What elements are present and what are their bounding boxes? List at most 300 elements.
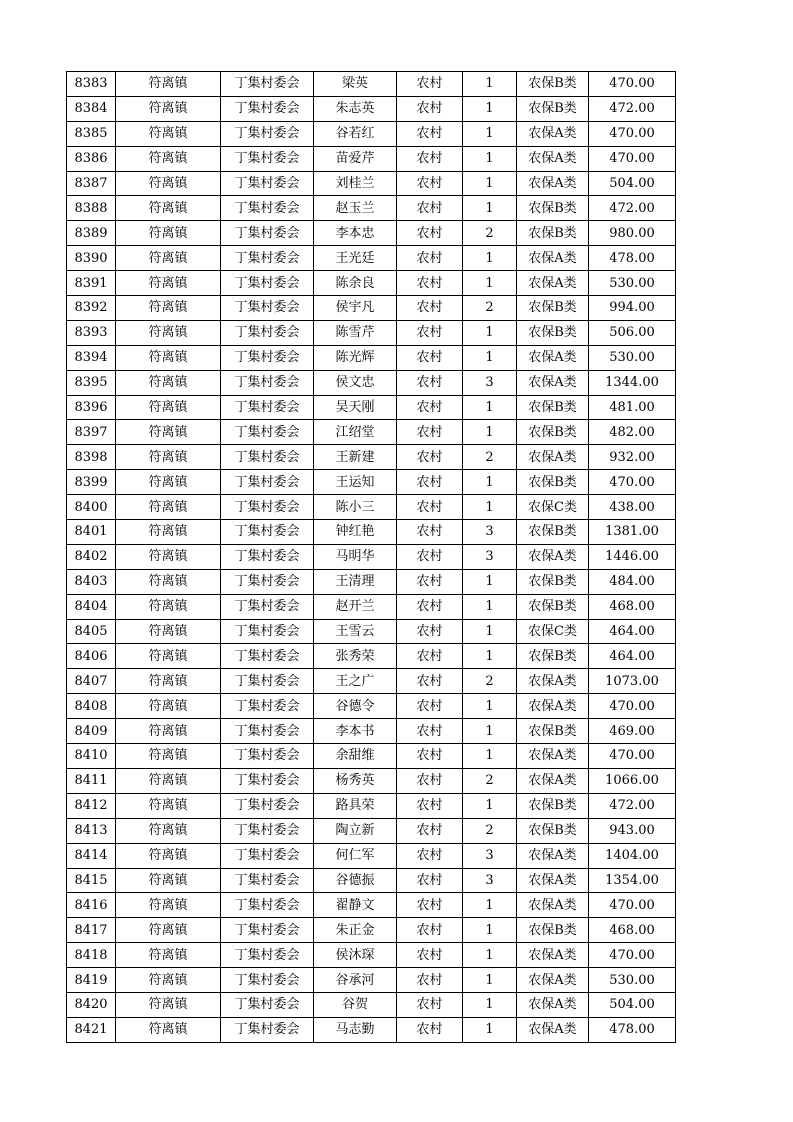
table-row	[67, 793, 676, 818]
cell-area-type: 农村	[397, 793, 463, 818]
cell-area-type: 农村	[397, 171, 463, 196]
table-row	[67, 171, 676, 196]
cell-person-name: 王光廷	[314, 246, 397, 271]
cell-person-name: 翟静文	[314, 893, 397, 918]
cell-amount: 504.00	[589, 171, 676, 196]
cell-area-type: 农村	[397, 395, 463, 420]
cell-household-size: 1	[463, 395, 517, 420]
cell-town: 符离镇	[116, 72, 221, 97]
cell-town: 符离镇	[116, 843, 221, 868]
cell-area-type: 农村	[397, 619, 463, 644]
cell-row-number: 8400	[67, 495, 116, 520]
cell-village-committee: 丁集村委会	[221, 520, 314, 545]
cell-area-type: 农村	[397, 644, 463, 669]
cell-household-size: 3	[463, 843, 517, 868]
cell-person-name: 侯沐琛	[314, 943, 397, 968]
cell-person-name: 陈雪芹	[314, 320, 397, 345]
cell-amount: 980.00	[589, 221, 676, 246]
cell-village-committee: 丁集村委会	[221, 968, 314, 993]
cell-town: 符离镇	[116, 221, 221, 246]
cell-village-committee: 丁集村委会	[221, 495, 314, 520]
cell-household-size: 1	[463, 744, 517, 769]
cell-person-name: 苗爱芹	[314, 146, 397, 171]
cell-area-type: 农村	[397, 271, 463, 296]
cell-village-committee: 丁集村委会	[221, 918, 314, 943]
cell-row-number: 8410	[67, 744, 116, 769]
cell-household-size: 1	[463, 1017, 517, 1042]
table-row	[67, 669, 676, 694]
cell-village-committee: 丁集村委会	[221, 943, 314, 968]
cell-village-committee: 丁集村委会	[221, 370, 314, 395]
cell-household-size: 1	[463, 320, 517, 345]
cell-household-size: 1	[463, 72, 517, 97]
cell-household-size: 1	[463, 420, 517, 445]
cell-area-type: 农村	[397, 669, 463, 694]
cell-person-name: 谷德令	[314, 694, 397, 719]
cell-household-size: 2	[463, 221, 517, 246]
cell-row-number: 8398	[67, 445, 116, 470]
table-row	[67, 768, 676, 793]
table-row	[67, 271, 676, 296]
cell-amount: 470.00	[589, 943, 676, 968]
cell-amount: 470.00	[589, 470, 676, 495]
cell-person-name: 余甜维	[314, 744, 397, 769]
cell-household-size: 1	[463, 644, 517, 669]
cell-household-size: 3	[463, 544, 517, 569]
cell-household-size: 1	[463, 345, 517, 370]
cell-town: 符离镇	[116, 893, 221, 918]
cell-town: 符离镇	[116, 694, 221, 719]
cell-person-name: 王雪云	[314, 619, 397, 644]
cell-household-size: 1	[463, 495, 517, 520]
cell-amount: 1381.00	[589, 520, 676, 545]
cell-row-number: 8420	[67, 992, 116, 1017]
cell-row-number: 8390	[67, 246, 116, 271]
cell-person-name: 江绍堂	[314, 420, 397, 445]
cell-insurance-category: 农保A类	[517, 768, 589, 793]
cell-amount: 932.00	[589, 445, 676, 470]
table-row	[67, 544, 676, 569]
cell-insurance-category: 农保A类	[517, 146, 589, 171]
cell-area-type: 农村	[397, 96, 463, 121]
cell-village-committee: 丁集村委会	[221, 893, 314, 918]
table-row	[67, 72, 676, 97]
cell-insurance-category: 农保B类	[517, 470, 589, 495]
cell-household-size: 1	[463, 196, 517, 221]
cell-insurance-category: 农保A类	[517, 345, 589, 370]
cell-town: 符离镇	[116, 271, 221, 296]
cell-insurance-category: 农保B类	[517, 644, 589, 669]
cell-village-committee: 丁集村委会	[221, 345, 314, 370]
cell-row-number: 8386	[67, 146, 116, 171]
table-row	[67, 445, 676, 470]
cell-row-number: 8388	[67, 196, 116, 221]
cell-insurance-category: 农保B类	[517, 72, 589, 97]
cell-area-type: 农村	[397, 146, 463, 171]
cell-insurance-category: 农保B类	[517, 520, 589, 545]
cell-village-committee: 丁集村委会	[221, 992, 314, 1017]
cell-insurance-category: 农保A类	[517, 744, 589, 769]
cell-amount: 470.00	[589, 121, 676, 146]
cell-insurance-category: 农保B类	[517, 395, 589, 420]
cell-household-size: 2	[463, 768, 517, 793]
cell-insurance-category: 农保B类	[517, 719, 589, 744]
cell-town: 符离镇	[116, 520, 221, 545]
cell-row-number: 8402	[67, 544, 116, 569]
table-row	[67, 843, 676, 868]
cell-area-type: 农村	[397, 296, 463, 321]
cell-town: 符离镇	[116, 395, 221, 420]
cell-amount: 1404.00	[589, 843, 676, 868]
cell-area-type: 农村	[397, 246, 463, 271]
cell-household-size: 1	[463, 96, 517, 121]
cell-household-size: 1	[463, 943, 517, 968]
cell-person-name: 朱正金	[314, 918, 397, 943]
cell-row-number: 8392	[67, 296, 116, 321]
cell-amount: 464.00	[589, 619, 676, 644]
cell-person-name: 吴天刚	[314, 395, 397, 420]
cell-village-committee: 丁集村委会	[221, 768, 314, 793]
cell-amount: 484.00	[589, 569, 676, 594]
cell-amount: 470.00	[589, 694, 676, 719]
cell-village-committee: 丁集村委会	[221, 320, 314, 345]
table-row	[67, 470, 676, 495]
cell-village-committee: 丁集村委会	[221, 72, 314, 97]
cell-town: 符离镇	[116, 992, 221, 1017]
cell-village-committee: 丁集村委会	[221, 843, 314, 868]
cell-area-type: 农村	[397, 868, 463, 893]
cell-person-name: 王之广	[314, 669, 397, 694]
cell-person-name: 李本书	[314, 719, 397, 744]
table-row	[67, 943, 676, 968]
cell-household-size: 1	[463, 246, 517, 271]
cell-row-number: 8405	[67, 619, 116, 644]
cell-town: 符离镇	[116, 818, 221, 843]
cell-village-committee: 丁集村委会	[221, 470, 314, 495]
cell-village-committee: 丁集村委会	[221, 868, 314, 893]
cell-town: 符离镇	[116, 719, 221, 744]
cell-amount: 438.00	[589, 495, 676, 520]
cell-village-committee: 丁集村委会	[221, 793, 314, 818]
cell-village-committee: 丁集村委会	[221, 594, 314, 619]
cell-household-size: 1	[463, 569, 517, 594]
cell-insurance-category: 农保B类	[517, 96, 589, 121]
cell-person-name: 侯文忠	[314, 370, 397, 395]
cell-person-name: 王运知	[314, 470, 397, 495]
cell-town: 符离镇	[116, 196, 221, 221]
cell-village-committee: 丁集村委会	[221, 569, 314, 594]
cell-row-number: 8393	[67, 320, 116, 345]
cell-village-committee: 丁集村委会	[221, 196, 314, 221]
table-row	[67, 719, 676, 744]
table-row	[67, 744, 676, 769]
cell-area-type: 农村	[397, 918, 463, 943]
cell-town: 符离镇	[116, 246, 221, 271]
cell-town: 符离镇	[116, 420, 221, 445]
cell-insurance-category: 农保B类	[517, 221, 589, 246]
cell-insurance-category: 农保A类	[517, 1017, 589, 1042]
cell-row-number: 8404	[67, 594, 116, 619]
cell-amount: 1066.00	[589, 768, 676, 793]
cell-area-type: 农村	[397, 843, 463, 868]
cell-amount: 470.00	[589, 146, 676, 171]
cell-person-name: 赵玉兰	[314, 196, 397, 221]
cell-town: 符离镇	[116, 1017, 221, 1042]
cell-town: 符离镇	[116, 744, 221, 769]
cell-person-name: 杨秀英	[314, 768, 397, 793]
cell-area-type: 农村	[397, 345, 463, 370]
cell-amount: 468.00	[589, 918, 676, 943]
cell-insurance-category: 农保A类	[517, 445, 589, 470]
cell-village-committee: 丁集村委会	[221, 445, 314, 470]
cell-household-size: 2	[463, 445, 517, 470]
cell-area-type: 农村	[397, 196, 463, 221]
cell-person-name: 张秀荣	[314, 644, 397, 669]
cell-person-name: 谷若红	[314, 121, 397, 146]
cell-row-number: 8412	[67, 793, 116, 818]
cell-amount: 530.00	[589, 345, 676, 370]
cell-insurance-category: 农保B类	[517, 196, 589, 221]
table-row	[67, 644, 676, 669]
cell-household-size: 3	[463, 520, 517, 545]
cell-person-name: 马志勤	[314, 1017, 397, 1042]
table-row	[67, 121, 676, 146]
cell-area-type: 农村	[397, 992, 463, 1017]
table-row	[67, 1017, 676, 1042]
table-row	[67, 694, 676, 719]
cell-row-number: 8415	[67, 868, 116, 893]
cell-amount: 530.00	[589, 271, 676, 296]
cell-insurance-category: 农保B类	[517, 818, 589, 843]
table-row	[67, 420, 676, 445]
cell-row-number: 8387	[67, 171, 116, 196]
cell-town: 符离镇	[116, 171, 221, 196]
table-row	[67, 893, 676, 918]
cell-household-size: 2	[463, 669, 517, 694]
table-row	[67, 569, 676, 594]
cell-insurance-category: 农保A类	[517, 694, 589, 719]
cell-insurance-category: 农保B类	[517, 569, 589, 594]
cell-person-name: 钟红艳	[314, 520, 397, 545]
table-row	[67, 520, 676, 545]
cell-row-number: 8385	[67, 121, 116, 146]
cell-town: 符离镇	[116, 644, 221, 669]
table-row	[67, 818, 676, 843]
cell-village-committee: 丁集村委会	[221, 246, 314, 271]
cell-insurance-category: 农保A类	[517, 271, 589, 296]
cell-household-size: 1	[463, 992, 517, 1017]
cell-household-size: 3	[463, 868, 517, 893]
cell-row-number: 8407	[67, 669, 116, 694]
cell-insurance-category: 农保B类	[517, 296, 589, 321]
cell-insurance-category: 农保C类	[517, 619, 589, 644]
cell-row-number: 8394	[67, 345, 116, 370]
cell-amount: 478.00	[589, 1017, 676, 1042]
cell-area-type: 农村	[397, 72, 463, 97]
cell-area-type: 农村	[397, 893, 463, 918]
cell-insurance-category: 农保A类	[517, 121, 589, 146]
cell-town: 符离镇	[116, 968, 221, 993]
cell-town: 符离镇	[116, 768, 221, 793]
cell-town: 符离镇	[116, 495, 221, 520]
cell-row-number: 8396	[67, 395, 116, 420]
cell-person-name: 朱志英	[314, 96, 397, 121]
cell-person-name: 谷德振	[314, 868, 397, 893]
cell-row-number: 8413	[67, 818, 116, 843]
cell-village-committee: 丁集村委会	[221, 644, 314, 669]
cell-row-number: 8389	[67, 221, 116, 246]
cell-person-name: 王清理	[314, 569, 397, 594]
cell-town: 符离镇	[116, 296, 221, 321]
cell-village-committee: 丁集村委会	[221, 744, 314, 769]
cell-row-number: 8401	[67, 520, 116, 545]
cell-area-type: 农村	[397, 445, 463, 470]
cell-area-type: 农村	[397, 943, 463, 968]
cell-area-type: 农村	[397, 520, 463, 545]
cell-town: 符离镇	[116, 669, 221, 694]
cell-village-committee: 丁集村委会	[221, 121, 314, 146]
table-row	[67, 868, 676, 893]
cell-person-name: 赵开兰	[314, 594, 397, 619]
cell-row-number: 8416	[67, 893, 116, 918]
cell-village-committee: 丁集村委会	[221, 146, 314, 171]
cell-person-name: 李本忠	[314, 221, 397, 246]
cell-amount: 481.00	[589, 395, 676, 420]
cell-person-name: 陈小三	[314, 495, 397, 520]
cell-area-type: 农村	[397, 719, 463, 744]
cell-row-number: 8384	[67, 96, 116, 121]
cell-household-size: 2	[463, 296, 517, 321]
cell-insurance-category: 农保A类	[517, 992, 589, 1017]
table-row	[67, 918, 676, 943]
cell-town: 符离镇	[116, 619, 221, 644]
table-row	[67, 96, 676, 121]
cell-village-committee: 丁集村委会	[221, 544, 314, 569]
cell-village-committee: 丁集村委会	[221, 395, 314, 420]
cell-person-name: 谷承河	[314, 968, 397, 993]
table-row	[67, 594, 676, 619]
table-row	[67, 320, 676, 345]
table-row	[67, 370, 676, 395]
cell-town: 符离镇	[116, 918, 221, 943]
cell-person-name: 谷贺	[314, 992, 397, 1017]
cell-village-committee: 丁集村委会	[221, 818, 314, 843]
cell-insurance-category: 农保B类	[517, 793, 589, 818]
table-row	[67, 345, 676, 370]
cell-insurance-category: 农保A类	[517, 843, 589, 868]
cell-area-type: 农村	[397, 221, 463, 246]
table-row	[67, 221, 676, 246]
cell-town: 符离镇	[116, 320, 221, 345]
cell-row-number: 8418	[67, 943, 116, 968]
cell-area-type: 农村	[397, 495, 463, 520]
cell-row-number: 8383	[67, 72, 116, 97]
cell-area-type: 农村	[397, 420, 463, 445]
cell-village-committee: 丁集村委会	[221, 420, 314, 445]
table-row	[67, 968, 676, 993]
cell-row-number: 8406	[67, 644, 116, 669]
table-row	[67, 395, 676, 420]
cell-amount: 472.00	[589, 196, 676, 221]
cell-row-number: 8397	[67, 420, 116, 445]
cell-household-size: 1	[463, 694, 517, 719]
cell-row-number: 8409	[67, 719, 116, 744]
cell-person-name: 陈光辉	[314, 345, 397, 370]
cell-amount: 506.00	[589, 320, 676, 345]
cell-area-type: 农村	[397, 768, 463, 793]
cell-town: 符离镇	[116, 146, 221, 171]
cell-insurance-category: 农保B类	[517, 918, 589, 943]
cell-row-number: 8419	[67, 968, 116, 993]
table-row	[67, 495, 676, 520]
table-row	[67, 246, 676, 271]
cell-person-name: 侯宇凡	[314, 296, 397, 321]
cell-amount: 472.00	[589, 96, 676, 121]
cell-insurance-category: 农保A类	[517, 370, 589, 395]
cell-village-committee: 丁集村委会	[221, 271, 314, 296]
cell-insurance-category: 农保B类	[517, 594, 589, 619]
cell-town: 符离镇	[116, 594, 221, 619]
cell-insurance-category: 农保A类	[517, 943, 589, 968]
cell-household-size: 1	[463, 470, 517, 495]
table-row	[67, 992, 676, 1017]
cell-insurance-category: 农保A类	[517, 669, 589, 694]
table-row	[67, 296, 676, 321]
cell-insurance-category: 农保B类	[517, 320, 589, 345]
cell-household-size: 1	[463, 171, 517, 196]
cell-person-name: 路具荣	[314, 793, 397, 818]
cell-amount: 1354.00	[589, 868, 676, 893]
cell-amount: 470.00	[589, 744, 676, 769]
cell-town: 符离镇	[116, 793, 221, 818]
cell-amount: 504.00	[589, 992, 676, 1017]
table-row	[67, 146, 676, 171]
cell-town: 符离镇	[116, 470, 221, 495]
cell-amount: 472.00	[589, 793, 676, 818]
cell-household-size: 2	[463, 818, 517, 843]
cell-household-size: 1	[463, 893, 517, 918]
cell-area-type: 农村	[397, 544, 463, 569]
cell-area-type: 农村	[397, 594, 463, 619]
cell-village-committee: 丁集村委会	[221, 1017, 314, 1042]
cell-person-name: 陈余良	[314, 271, 397, 296]
table-row	[67, 619, 676, 644]
cell-amount: 464.00	[589, 644, 676, 669]
cell-household-size: 1	[463, 793, 517, 818]
cell-row-number: 8403	[67, 569, 116, 594]
table-row	[67, 196, 676, 221]
cell-area-type: 农村	[397, 744, 463, 769]
cell-area-type: 农村	[397, 370, 463, 395]
cell-person-name: 马明华	[314, 544, 397, 569]
cell-person-name: 王新建	[314, 445, 397, 470]
cell-person-name: 梁英	[314, 72, 397, 97]
cell-area-type: 农村	[397, 694, 463, 719]
cell-amount: 943.00	[589, 818, 676, 843]
cell-row-number: 8417	[67, 918, 116, 943]
cell-town: 符离镇	[116, 96, 221, 121]
cell-area-type: 农村	[397, 569, 463, 594]
cell-household-size: 1	[463, 918, 517, 943]
cell-area-type: 农村	[397, 1017, 463, 1042]
cell-household-size: 1	[463, 121, 517, 146]
cell-town: 符离镇	[116, 345, 221, 370]
cell-row-number: 8399	[67, 470, 116, 495]
cell-amount: 468.00	[589, 594, 676, 619]
cell-insurance-category: 农保A类	[517, 246, 589, 271]
cell-village-committee: 丁集村委会	[221, 669, 314, 694]
cell-row-number: 8391	[67, 271, 116, 296]
